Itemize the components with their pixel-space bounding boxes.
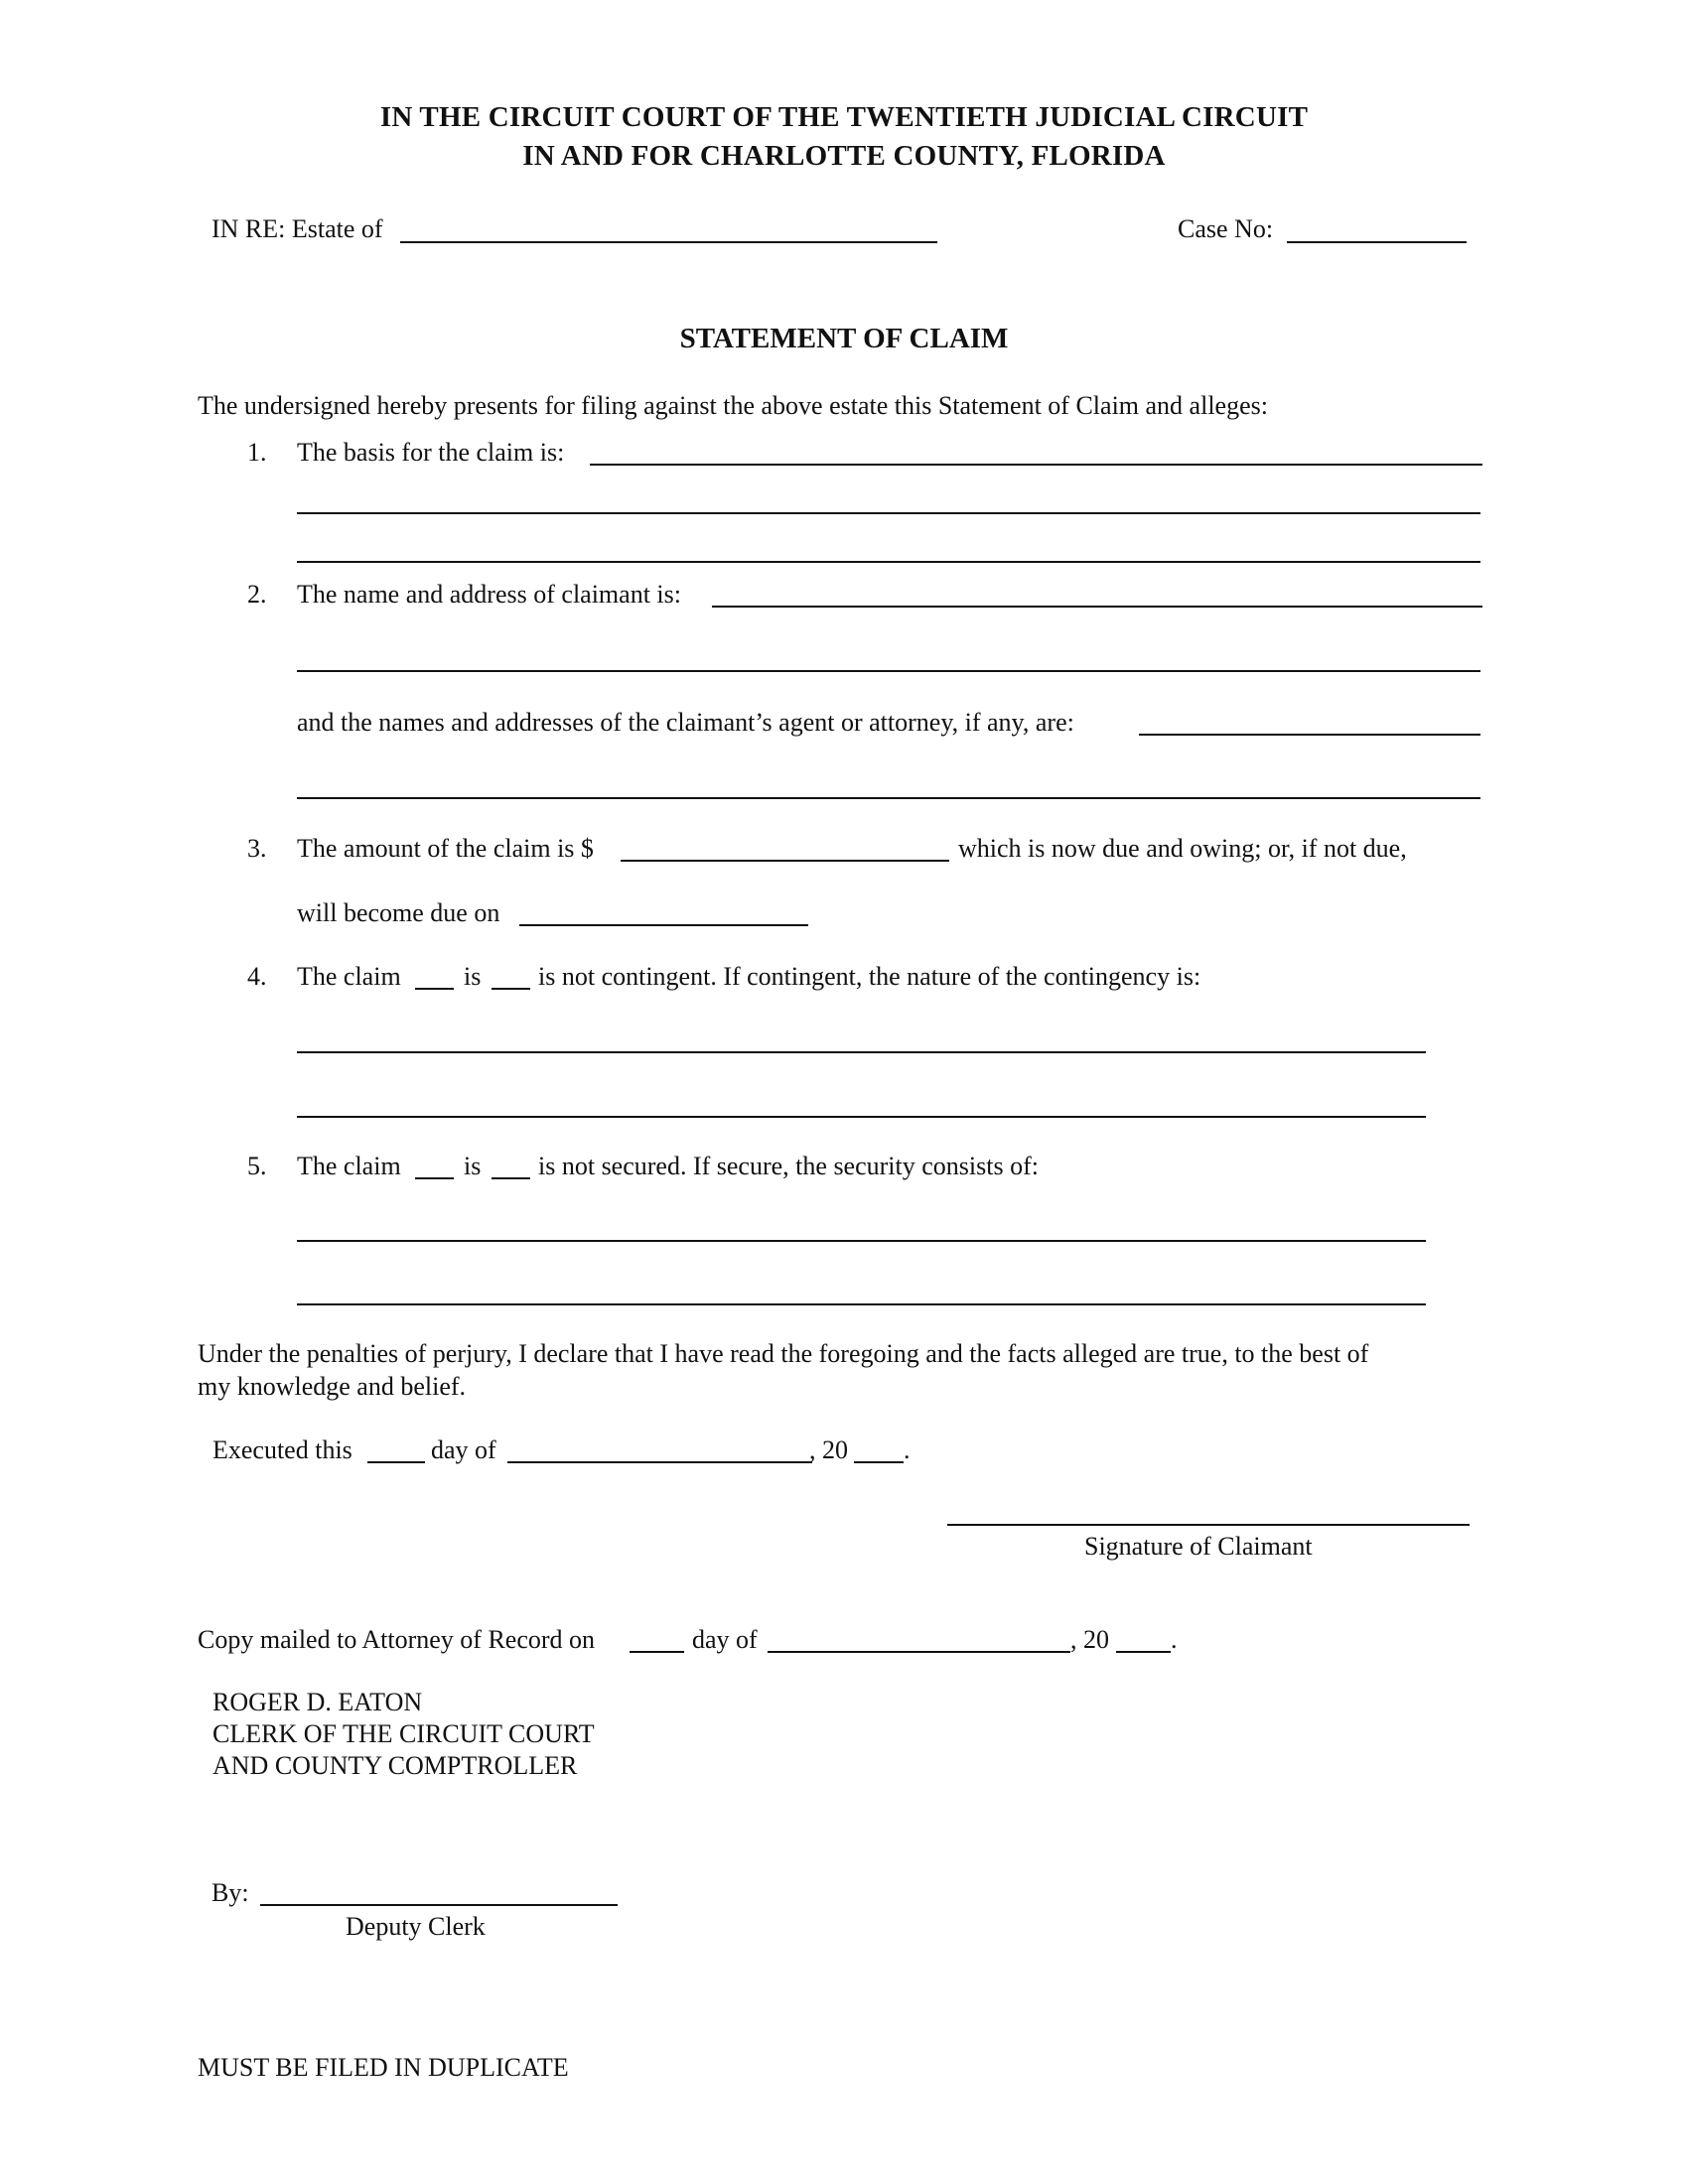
secured-is-not-blank[interactable] bbox=[492, 1177, 530, 1179]
executed-text-d: . bbox=[904, 1435, 911, 1464]
copy-mailed-text-d: . bbox=[1171, 1625, 1178, 1654]
case-no-label: Case No: bbox=[1178, 214, 1274, 243]
security-field-line2[interactable] bbox=[297, 1303, 1426, 1305]
claimant-address-field-line2[interactable] bbox=[297, 670, 1480, 672]
document-title: STATEMENT OF CLAIM bbox=[679, 323, 1009, 354]
agent-address-field-line1[interactable] bbox=[1139, 734, 1480, 736]
signature-label: Signature of Claimant bbox=[1084, 1532, 1313, 1561]
copy-mailed-text-c: , 20 bbox=[1070, 1625, 1109, 1654]
contingency-field-line1[interactable] bbox=[297, 1051, 1426, 1053]
item-2-text: The name and address of claimant is: bbox=[297, 580, 681, 609]
perjury-text-line2: my knowledge and belief. bbox=[198, 1372, 467, 1401]
item-1-number: 1. bbox=[247, 438, 267, 467]
executed-text-a: Executed this bbox=[212, 1435, 352, 1464]
basis-field-line2[interactable] bbox=[297, 512, 1480, 514]
item-1-text: The basis for the claim is: bbox=[297, 438, 565, 467]
copy-mailed-year-field[interactable] bbox=[1116, 1651, 1171, 1653]
court-heading-line1: IN THE CIRCUIT COURT OF THE TWENTIETH JUDICIAL CIRCUIT bbox=[379, 101, 1309, 133]
item-5-text-c: is not secured. If secure, the security consists of: bbox=[538, 1152, 1039, 1180]
signature-field[interactable] bbox=[947, 1524, 1470, 1526]
clerk-name: ROGER D. EATON bbox=[212, 1688, 423, 1716]
copy-mailed-text-b: day of bbox=[692, 1625, 758, 1654]
item-4-text-b: is bbox=[464, 962, 482, 991]
item-3-text-b: which is now due and owing; or, if not due, bbox=[958, 834, 1407, 863]
item-4-number: 4. bbox=[247, 962, 267, 991]
footer-note: MUST BE FILED IN DUPLICATE bbox=[198, 2053, 569, 2082]
item-5-number: 5. bbox=[247, 1152, 267, 1180]
court-heading-line2: IN AND FOR CHARLOTTE COUNTY, FLORIDA bbox=[522, 140, 1166, 172]
item-4-text-a: The claim bbox=[297, 962, 401, 991]
executed-day-field[interactable] bbox=[367, 1461, 425, 1463]
claim-amount-field[interactable] bbox=[621, 860, 949, 862]
basis-field-line3[interactable] bbox=[297, 561, 1480, 563]
executed-text-b: day of bbox=[431, 1435, 496, 1464]
case-no-field[interactable] bbox=[1287, 241, 1467, 243]
perjury-text-line1: Under the penalties of perjury, I declare that I have read the foregoing and the facts alleged are true, to the best of bbox=[198, 1339, 1369, 1368]
copy-mailed-day-field[interactable] bbox=[630, 1651, 684, 1653]
item-3-number: 3. bbox=[247, 834, 267, 863]
deputy-clerk-signature-field[interactable] bbox=[260, 1904, 618, 1906]
item-3-text-a: The amount of the claim is $ bbox=[297, 834, 594, 863]
claimant-address-field-line1[interactable] bbox=[712, 606, 1482, 608]
executed-year-field[interactable] bbox=[854, 1461, 904, 1463]
estate-name-field[interactable] bbox=[400, 241, 937, 243]
executed-month-field[interactable] bbox=[507, 1461, 812, 1463]
contingency-field-line2[interactable] bbox=[297, 1116, 1426, 1118]
item-4-text-c: is not contingent. If contingent, the nature of the contingency is: bbox=[538, 962, 1201, 991]
deputy-clerk-label: Deputy Clerk bbox=[346, 1912, 486, 1941]
due-date-field[interactable] bbox=[519, 924, 808, 926]
agent-text: and the names and addresses of the claimant’s agent or attorney, if any, are: bbox=[297, 708, 1074, 737]
copy-mailed-month-field[interactable] bbox=[768, 1651, 1070, 1653]
copy-mailed-text-a: Copy mailed to Attorney of Record on bbox=[198, 1625, 596, 1654]
secured-is-blank[interactable] bbox=[415, 1177, 454, 1179]
basis-field-line1[interactable] bbox=[590, 464, 1482, 466]
by-label: By: bbox=[211, 1878, 249, 1907]
item-5-text-b: is bbox=[464, 1152, 482, 1180]
contingent-is-blank[interactable] bbox=[415, 988, 454, 990]
executed-text-c: , 20 bbox=[809, 1435, 848, 1464]
agent-address-field-line2[interactable] bbox=[297, 797, 1480, 799]
intro-text: The undersigned hereby presents for filing against the above estate this Statement of Claim and alleges: bbox=[198, 391, 1268, 420]
clerk-title-line2: AND COUNTY COMPTROLLER bbox=[212, 1751, 578, 1780]
contingent-is-not-blank[interactable] bbox=[492, 988, 530, 990]
item-5-text-a: The claim bbox=[297, 1152, 401, 1180]
item-2-number: 2. bbox=[247, 580, 267, 609]
clerk-title-line1: CLERK OF THE CIRCUIT COURT bbox=[212, 1719, 595, 1748]
item-3-text-c: will become due on bbox=[297, 898, 500, 927]
in-re-label: IN RE: Estate of bbox=[211, 214, 383, 243]
security-field-line1[interactable] bbox=[297, 1240, 1426, 1242]
